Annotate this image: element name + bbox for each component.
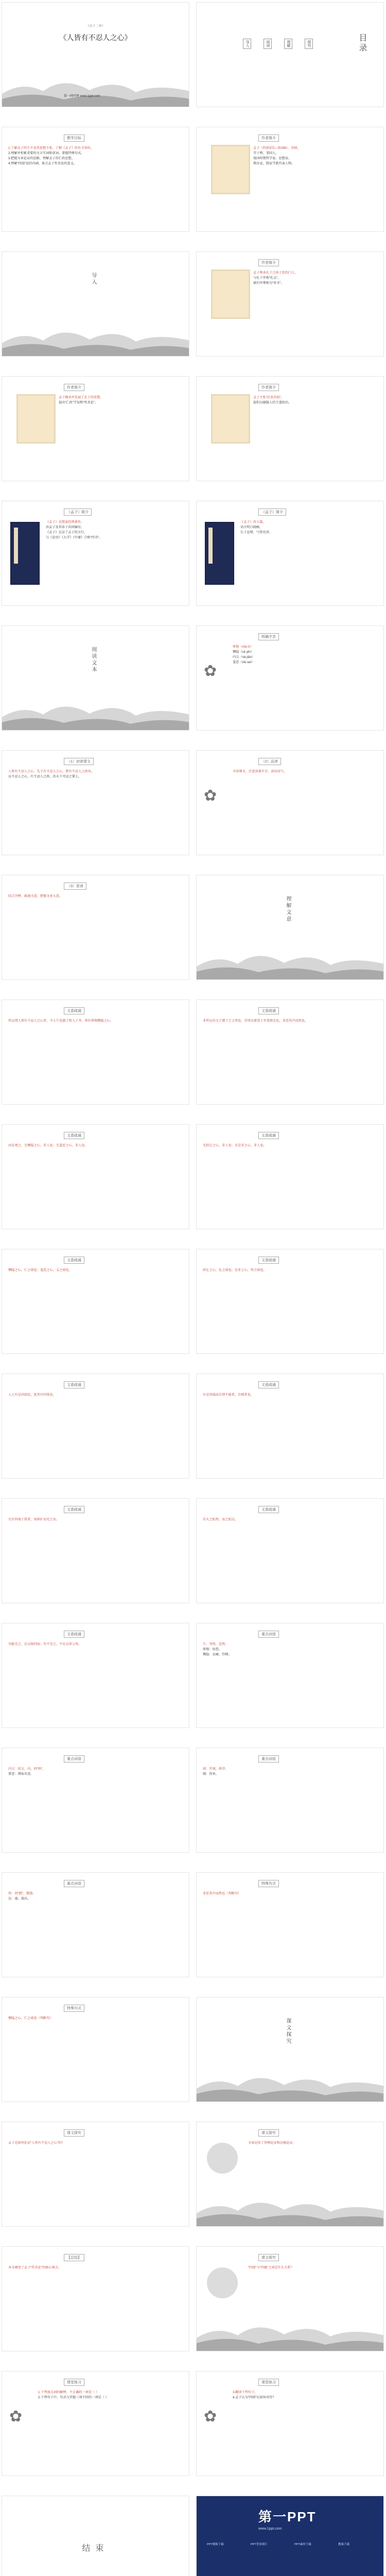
book-icon bbox=[10, 522, 40, 585]
toc-item[interactable]: 理解 bbox=[284, 39, 292, 49]
slide-s22 bbox=[196, 1249, 384, 1354]
section-title: 理解文意 bbox=[285, 896, 291, 923]
slide-heading: 课文探究 bbox=[258, 2129, 279, 2137]
slide-body bbox=[203, 1268, 377, 1273]
ppt-link[interactable]: 教案下载 bbox=[338, 2543, 350, 2546]
slide-body bbox=[8, 1767, 183, 1777]
slide-body bbox=[248, 2265, 377, 2270]
slide-s20 bbox=[196, 1124, 384, 1229]
slide-body bbox=[38, 2390, 183, 2400]
body-line: 所以谓人皆有不忍人之心者，今人乍见孺子将入于井，皆有怵惕恻隐之心。 bbox=[8, 1019, 114, 1023]
slide-body bbox=[8, 1393, 183, 1398]
book-icon bbox=[205, 522, 234, 585]
slide-s1 bbox=[2, 2, 189, 107]
slide-body bbox=[8, 146, 183, 166]
body-line: 然：同“燃”，燃烧。 bbox=[8, 1892, 36, 1895]
slide-heading: 文意疏通 bbox=[258, 1257, 279, 1264]
slide-heading: 课堂练习 bbox=[258, 2379, 279, 2386]
body-line: 怵惕：惊恐。 bbox=[203, 1648, 222, 1651]
moon-icon bbox=[207, 2267, 238, 2298]
slide-body bbox=[8, 1019, 183, 1024]
body-line: 苟能充之，足以保四海；苟不充之，不足以事父母。 bbox=[8, 1642, 82, 1646]
body-line: 恻隐：哀痛，怜悯。 bbox=[203, 1653, 232, 1656]
body-line: 文章运用了举例论证和比喻论证。 bbox=[248, 2141, 296, 2145]
body-line: 4.孟子认为“四端”应如何对待？ bbox=[233, 2396, 276, 2399]
body-line: 人之有是四端也，犹其有四体也。 bbox=[8, 1393, 56, 1397]
slide-heading: 文意疏通 bbox=[64, 1381, 84, 1388]
slide-heading: 文意疏通 bbox=[64, 1631, 84, 1638]
slide-body bbox=[8, 2141, 183, 2146]
lotus-icon: ✿ bbox=[204, 2408, 217, 2425]
body-line: 2.下列句子中，句式与其他三项不同的一项是（ ） bbox=[38, 2396, 109, 2399]
slide-s38 bbox=[196, 2246, 384, 2351]
slide-body bbox=[8, 2265, 183, 2270]
slide-s39 bbox=[2, 2371, 189, 2476]
slide-s12 bbox=[196, 625, 384, 731]
slide-body bbox=[248, 2141, 377, 2146]
slide-s42 bbox=[196, 2496, 384, 2576]
slide-s4 bbox=[196, 127, 384, 232]
body-line: 恻隐之心，仁之端也；羞恶之心，义之端也。 bbox=[8, 1268, 72, 1272]
moon-icon bbox=[207, 2143, 238, 2174]
body-line: 无辞让之心，非人也；无是非之心，非人也。 bbox=[203, 1144, 267, 1147]
body-line: 若火之始然，泉之始达。 bbox=[203, 1518, 238, 1521]
toc-item[interactable]: 探究 bbox=[305, 39, 313, 49]
slide-body bbox=[8, 1268, 183, 1273]
slide-heading: 文意疏通 bbox=[64, 1007, 84, 1014]
slide-s26 bbox=[196, 1498, 384, 1603]
slide-body bbox=[8, 1143, 183, 1148]
slide-s34 bbox=[196, 1997, 384, 2102]
slide-s35 bbox=[2, 2122, 189, 2227]
body-line: 孟子继承并发展了孔子的思想， bbox=[59, 396, 103, 399]
cover-url: 第一PPT网 www.1ppt.com bbox=[64, 95, 100, 98]
slide-heading: 《孟子》简介 bbox=[258, 509, 286, 516]
slide-s10 bbox=[196, 501, 384, 606]
section-title: 课文探究 bbox=[285, 2018, 291, 2045]
body-line: “四端”与“四德”之间是什么关系？ bbox=[248, 2266, 294, 2269]
body-line: 齐读课文，注意读准字音，读出语气。 bbox=[233, 770, 287, 773]
slide-body bbox=[8, 769, 183, 779]
portrait-icon bbox=[16, 394, 56, 444]
slide-body bbox=[233, 769, 377, 774]
portrait-icon bbox=[211, 394, 250, 444]
slide-heading: 教学目标 bbox=[64, 134, 84, 142]
slide-heading: 课文探究 bbox=[258, 2254, 279, 2261]
slide-s17 bbox=[2, 999, 189, 1105]
slide-heading: 特殊句式 bbox=[258, 1880, 279, 1887]
body-line: 4.理解“四端”说的内涵，体会孟子性善论的意义。 bbox=[8, 162, 77, 165]
body-line: 《孟子》共七篇， bbox=[240, 520, 266, 524]
body-line: 由是观之，无恻隐之心，非人也；无羞恶之心，非人也。 bbox=[8, 1144, 88, 1147]
body-line: 《孟子》是儒家经典著作， bbox=[46, 520, 84, 524]
body-line: 有是四端而自谓不能者，自贼者也。 bbox=[203, 1393, 254, 1397]
slide-heading: 重点词语 bbox=[64, 1880, 84, 1887]
ppt-link[interactable]: PPT背景图片 bbox=[251, 2543, 268, 2546]
section-title: 阅读文本 bbox=[91, 647, 96, 673]
ppt-banner bbox=[197, 2496, 383, 2576]
body-line: 1.了解孟子的生平及其思想主张，了解《孟子》的有关知识。 bbox=[8, 146, 94, 150]
body-line: 内交（nà jiāo） bbox=[233, 655, 255, 659]
slide-heading: 作者简介 bbox=[64, 384, 84, 391]
body-line: 长于论辩，气势充沛。 bbox=[240, 531, 272, 534]
slide-s36 bbox=[196, 2122, 384, 2227]
slide-body bbox=[8, 1517, 183, 1522]
body-line: 怵惕（chù tì） bbox=[233, 645, 253, 649]
slide-heading: （1）初读课文 bbox=[64, 758, 94, 765]
slide-heading: 课文探究 bbox=[64, 2129, 84, 2137]
toc-title: 目录 bbox=[358, 33, 366, 53]
ink-mountain-illustration bbox=[2, 320, 189, 356]
body-line: 羞恶（xiū wù） bbox=[233, 660, 255, 664]
ink-mountain-illustration bbox=[2, 2564, 189, 2576]
slide-heading: 课堂练习 bbox=[64, 2379, 84, 2386]
slide-body bbox=[8, 1891, 183, 1902]
body-line: 由孟子及其弟子共同编写。 bbox=[46, 526, 84, 529]
body-line: 《孟子》记录了孟子的言行， bbox=[46, 531, 87, 534]
slide-heading: （3）思读 bbox=[64, 883, 86, 890]
body-line: 内交：结交。内，同“纳”。 bbox=[8, 1767, 46, 1771]
slide-heading: 作者简介 bbox=[258, 384, 279, 391]
slide-s18 bbox=[196, 999, 384, 1105]
slide-s14 bbox=[196, 750, 384, 855]
body-line: 1.下列加点词的解释，不正确的一项是（ ） bbox=[38, 2391, 99, 2394]
lotus-icon: ✿ bbox=[204, 663, 217, 680]
body-line: 2.理解并积累重要的文言实词和虚词，掌握特殊句式。 bbox=[8, 151, 84, 155]
body-line: 孟子主张“民贵君轻”， bbox=[253, 396, 284, 399]
slide-heading: 特殊句式 bbox=[64, 2005, 84, 2012]
slide-s16 bbox=[196, 875, 384, 980]
slide-heading: 《孟子》简介 bbox=[64, 509, 92, 516]
slide-s29 bbox=[2, 1748, 189, 1853]
body-line: 结合注释，疏通文意，把握文章大意。 bbox=[8, 894, 63, 898]
slide-body bbox=[8, 1642, 183, 1647]
slide-heading: 文意疏通 bbox=[258, 1506, 279, 1513]
body-line: 与《论语》《大学》《中庸》合称“四书”。 bbox=[46, 536, 102, 539]
ink-mountain-illustration bbox=[2, 71, 189, 107]
slide-body bbox=[240, 520, 377, 535]
body-line: 提出“仁政”学说和“性善论”。 bbox=[59, 401, 98, 404]
slide-s32 bbox=[196, 1872, 384, 1977]
slide-body bbox=[8, 2016, 183, 2021]
slide-body bbox=[203, 1393, 377, 1398]
slide-heading: 作者简介 bbox=[258, 134, 279, 142]
slide-s7 bbox=[2, 376, 189, 481]
slide-body bbox=[46, 520, 183, 540]
slide-s8 bbox=[196, 376, 384, 481]
ink-mountain-illustration bbox=[197, 2065, 384, 2102]
body-line: 以不忍人之心，行不忍人之政，治天下可运之掌上。 bbox=[8, 775, 82, 778]
body-line: 字子舆，邹国人。 bbox=[253, 151, 279, 155]
body-line: 孟子师承孔子之孙子思的门人， bbox=[253, 271, 298, 275]
slide-s5 bbox=[2, 251, 189, 357]
slide-heading: 文意疏通 bbox=[258, 1007, 279, 1014]
body-line: 人皆有不忍人之心。先王有不忍人之心，斯有不忍人之政矣。 bbox=[8, 770, 95, 773]
slide-s40 bbox=[196, 2371, 384, 2476]
body-line: 语言明白晓畅， bbox=[240, 526, 263, 529]
lotus-icon: ✿ bbox=[204, 787, 217, 804]
slide-heading: 作者简介 bbox=[258, 259, 279, 266]
slide-s27 bbox=[2, 1623, 189, 1728]
ink-mountain-illustration bbox=[2, 694, 189, 730]
slide-s41 bbox=[2, 2496, 189, 2576]
cover-subtitle: 《孟子二章》 bbox=[86, 25, 105, 28]
slide-s30 bbox=[196, 1748, 384, 1853]
slide-s6 bbox=[196, 251, 384, 357]
body-line: 恻隐（cè yǐn） bbox=[233, 650, 254, 654]
end-text: 结束 bbox=[82, 2544, 109, 2553]
slide-body bbox=[203, 1143, 377, 1148]
slide-heading: （2）品读 bbox=[258, 758, 281, 765]
ink-mountain-illustration bbox=[197, 2190, 384, 2226]
body-line: 本文阐述了孟子“性善论”的核心观点。 bbox=[8, 2266, 62, 2269]
slide-s31 bbox=[2, 1872, 189, 1977]
ppt-link[interactable]: PPT模板下载 bbox=[207, 2543, 224, 2546]
slide-s9 bbox=[2, 501, 189, 606]
body-line: 与孔子并称“孔孟”， bbox=[253, 276, 281, 280]
body-line: 孟子是如何论证“人皆有不忍人之心”的？ bbox=[8, 2141, 65, 2145]
body-line: 非恶其声而然也（判断句） bbox=[203, 1892, 241, 1895]
slide-s28 bbox=[196, 1623, 384, 1728]
lotus-icon: ✿ bbox=[9, 2408, 23, 2425]
slide-heading: 重点词语 bbox=[258, 1755, 279, 1762]
slide-s15 bbox=[2, 875, 189, 980]
slide-s2 bbox=[196, 2, 384, 107]
body-line: 被后世尊称为“亚圣”。 bbox=[253, 281, 284, 285]
slide-body bbox=[233, 2390, 377, 2400]
body-line: 提倡以德服人的王道政治。 bbox=[253, 401, 292, 404]
body-line: 3.翻译下列句子。 bbox=[233, 2391, 258, 2394]
body-line: 非所以内交于孺子之父母也，非所以要誉于乡党朋友也，非恶其声而然也。 bbox=[203, 1019, 308, 1023]
ppt-link[interactable]: PPT素材下载 bbox=[294, 2543, 311, 2546]
body-line: 乍：突然，忽然。 bbox=[203, 1642, 229, 1646]
ppt-logo: 第一PPT bbox=[258, 2509, 317, 2524]
slide-s19 bbox=[2, 1124, 189, 1229]
body-line: 3.把握文章论证的思路，理解孟子的仁政思想。 bbox=[8, 157, 75, 160]
body-line: 贼：伤害。 bbox=[203, 1772, 219, 1776]
body-line: 达：通，流出。 bbox=[8, 1897, 31, 1901]
body-line: 战国时期哲学家、思想家、 bbox=[253, 157, 292, 160]
slide-body bbox=[253, 146, 377, 166]
slide-body bbox=[233, 645, 377, 665]
slide-heading: 重点词语 bbox=[258, 1631, 279, 1638]
body-line: 恻隐之心，仁之端也（判断句） bbox=[8, 2016, 53, 2020]
ppt-url: www.1ppt.com bbox=[258, 2527, 282, 2531]
slide-s21 bbox=[2, 1249, 189, 1354]
body-line: 孟子（约前372—前289），名轲， bbox=[253, 146, 301, 150]
slide-s24 bbox=[196, 1374, 384, 1479]
slide-heading: 文意疏通 bbox=[258, 1381, 279, 1388]
cover-title: 《人皆有不忍人之心》 bbox=[59, 35, 132, 42]
ink-mountain-illustration bbox=[197, 2315, 384, 2351]
slide-s37 bbox=[2, 2246, 189, 2351]
slide-body bbox=[59, 395, 183, 405]
slide-body bbox=[203, 1019, 377, 1024]
slide-body bbox=[203, 1642, 377, 1657]
slide-heading: 文意疏通 bbox=[64, 1257, 84, 1264]
slide-s33 bbox=[2, 1997, 189, 2102]
toc-item[interactable]: 导入 bbox=[243, 39, 251, 49]
slide-heading: 文意疏通 bbox=[258, 1132, 279, 1139]
slide-heading: 明确字音 bbox=[258, 633, 279, 640]
portrait-icon bbox=[211, 145, 250, 194]
slide-body bbox=[8, 894, 183, 899]
slide-body bbox=[253, 395, 377, 405]
slide-s13 bbox=[2, 750, 189, 855]
slide-s11 bbox=[2, 625, 189, 731]
slide-heading: 文意疏通 bbox=[64, 1132, 84, 1139]
slide-body bbox=[203, 1891, 377, 1896]
toc-item[interactable]: 阅读 bbox=[264, 39, 272, 49]
slide-heading: 文意疏通 bbox=[64, 1506, 84, 1513]
slide-heading: 【总结】 bbox=[64, 2254, 84, 2261]
slide-body bbox=[203, 1517, 377, 1522]
body-line: 教育家，儒家学派代表人物。 bbox=[253, 162, 295, 165]
body-line: 端：开端，萌芽。 bbox=[203, 1767, 229, 1771]
slide-heading: 重点词语 bbox=[64, 1755, 84, 1762]
body-line: 凡有四端于我者，知皆扩而充之矣。 bbox=[8, 1518, 59, 1521]
body-line: 辞让之心，礼之端也；是非之心，智之端也。 bbox=[203, 1268, 267, 1272]
slide-s23 bbox=[2, 1374, 189, 1479]
ink-mountain-illustration bbox=[197, 943, 384, 979]
body-line: 要誉：博取名誉。 bbox=[8, 1772, 34, 1776]
slide-body bbox=[253, 270, 377, 286]
slide-s3 bbox=[2, 127, 189, 232]
portrait-icon bbox=[211, 269, 250, 319]
slide-body bbox=[203, 1767, 377, 1777]
section-title: 导入 bbox=[91, 273, 96, 286]
slide-s25 bbox=[2, 1498, 189, 1603]
